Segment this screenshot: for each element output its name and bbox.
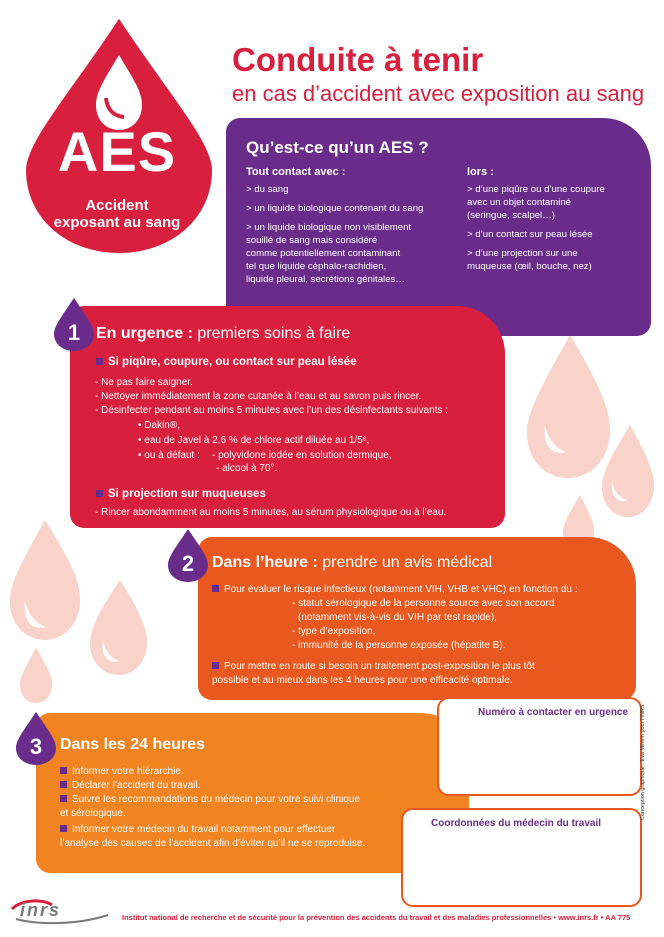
definition-col1-heading: Tout contact avec : (246, 166, 346, 178)
step1-line: - Nettoyer immédiatement la zone cutanée à l’eau et au savon puis rincer. (95, 391, 422, 402)
step2-p2-line (212, 660, 535, 673)
step2-p1-line: - statut sérologique de la personne source avec son accord (292, 598, 555, 609)
aes-label-line2: exposant au sang (53, 214, 181, 231)
definition-col1-line: > un liquide biologique contenant du sang (246, 203, 424, 214)
square-bullet-icon (60, 767, 67, 774)
step1-title-bold: En urgence : (96, 325, 193, 342)
step3-line-text: Informer votre hiérarchie. (72, 766, 184, 777)
step2-number: 2 (181, 551, 195, 576)
step3-line (60, 779, 200, 792)
step1-line: • Dakin®, (138, 420, 180, 431)
step1-title (96, 324, 350, 344)
definition-title: Qu’est-ce qu’un AES ? (246, 138, 429, 157)
step3-title-bold: Dans les 24 heures (60, 736, 205, 753)
square-bullet-icon (212, 662, 219, 669)
footer-text: Institut national de recherche et de sécurité pour la prévention des accidents du travail et des maladies professionnelles • www.inrs.fr • AA 775 (122, 913, 631, 922)
occupational-doctor-title: Coordonnées du médecin du travail (431, 818, 602, 829)
square-bullet-icon (212, 585, 219, 592)
definition-col2-line: > d’un contact sur peau lésée (467, 229, 593, 240)
square-bullet-icon (96, 490, 103, 497)
definition-col2-line: > d’une piqûre ou d’une coupure (467, 184, 605, 195)
step1-sub2-text: Si projection sur muqueuses (108, 488, 266, 500)
square-bullet-icon (60, 795, 67, 802)
step3-title (60, 735, 205, 755)
step2-title (212, 553, 492, 573)
aes-acronym: AES (57, 120, 177, 183)
step1-line: - alcool à 70°. (216, 463, 278, 474)
step3-line-text: Informer votre médecin du travail notamment pour effectuer (72, 824, 336, 835)
step3-line-text: Déclarer l’accident du travail. (72, 780, 201, 791)
square-bullet-icon (96, 358, 103, 365)
definition-col2-line: > d’une projection sur une (467, 248, 578, 259)
definition-col1-line: souillé de sang mais considéré (246, 235, 378, 246)
step1-line: • ou à défaut : (138, 450, 200, 461)
step2-title-rest: prendre un avis médical (317, 554, 493, 571)
inrs-logo-text: inrs (20, 900, 62, 920)
step3-line: et sérologique. (60, 808, 126, 819)
square-bullet-icon (60, 825, 67, 832)
page-subtitle: en cas d’accident avec exposition au sang (232, 81, 645, 106)
step1-number: 1 (67, 320, 81, 345)
definition-col1-line: > un liquide biologique non visiblement (246, 222, 412, 233)
page-title: Conduite à tenir (232, 41, 484, 78)
step3-line (60, 765, 184, 778)
step3-line (60, 823, 335, 836)
definition-col2-line: avec un objet contaminé (467, 197, 571, 208)
step1-line: - Désinfecter pendant au moins 5 minutes avec l’un des désinfectants suivants : (95, 405, 448, 416)
definition-col1-line: liquide pleural, secrétions génitales… (246, 274, 405, 285)
step2-p1-line: (notamment vis-à-vis du VIH par test rapide), (298, 612, 497, 623)
step3-line-text: Suivre les recommandations du médecin pour votre suivi clinique (72, 794, 360, 805)
step2-p1-line (212, 583, 578, 596)
step1-line: - Ne pas faire saigner. (95, 377, 193, 388)
definition-col1-line: comme potentiellement contaminant (246, 248, 401, 259)
step1-sub1-text: Si piqûre, coupure, ou contact sur peau lésée (108, 356, 357, 368)
square-bullet-icon (60, 781, 67, 788)
step2-p1-line: - type d’exposition, (292, 626, 376, 637)
step2-title-bold: Dans l’heure : (212, 554, 318, 571)
step3-line: l’analyse des causes de l’accident afin d’éviter qu’il ne se reproduise. (60, 838, 366, 849)
definition-col1-line: tel que liquide céphalo-rachidien, (246, 261, 387, 272)
step2-p1-line: - immunité de la personne exposée (hépatite B). (292, 640, 506, 651)
step1-sub2 (96, 488, 266, 500)
step3-line (60, 793, 360, 806)
step1-sub1 (96, 356, 357, 368)
step2-p1-text: Pour évaluer le risque infectieux (notamment VIH, VHB et VHC) en fonction du : (224, 584, 578, 595)
definition-col1-line: > du sang (246, 184, 289, 195)
step2-p2-line: possible et au mieux dans les 4 heures pour une efficacité optimale. (212, 675, 513, 686)
design-credit: Conception graphique : Eva Minem pour l’INRS (640, 704, 646, 820)
definition-col2-line: (seringue, scalpel…) (467, 210, 555, 221)
step3-number: 3 (29, 734, 43, 759)
step1-sub2-line: - Rincer abondamment au moins 5 minutes, au sérum physiologique ou à l’eau. (95, 507, 447, 518)
step1-line: - polyvidone iodée en solution dermique, (212, 450, 392, 461)
definition-col2-line: muqueuse (œil, bouche, nez) (467, 261, 592, 272)
step2-p2-text: Pour mettre en route si besoin un traitement post-exposition le plus tôt (224, 661, 535, 672)
step1-line: • eau de Javel à 2,6 % de chlore actif diluée au 1/5ᵉ, (138, 435, 370, 446)
definition-col2-heading: lors : (467, 166, 494, 178)
emergency-contact-title: Numéro à contacter en urgence (478, 707, 629, 718)
step1-title-rest: premiers soins à faire (192, 325, 351, 342)
aes-label-line1: Accident (85, 197, 149, 214)
